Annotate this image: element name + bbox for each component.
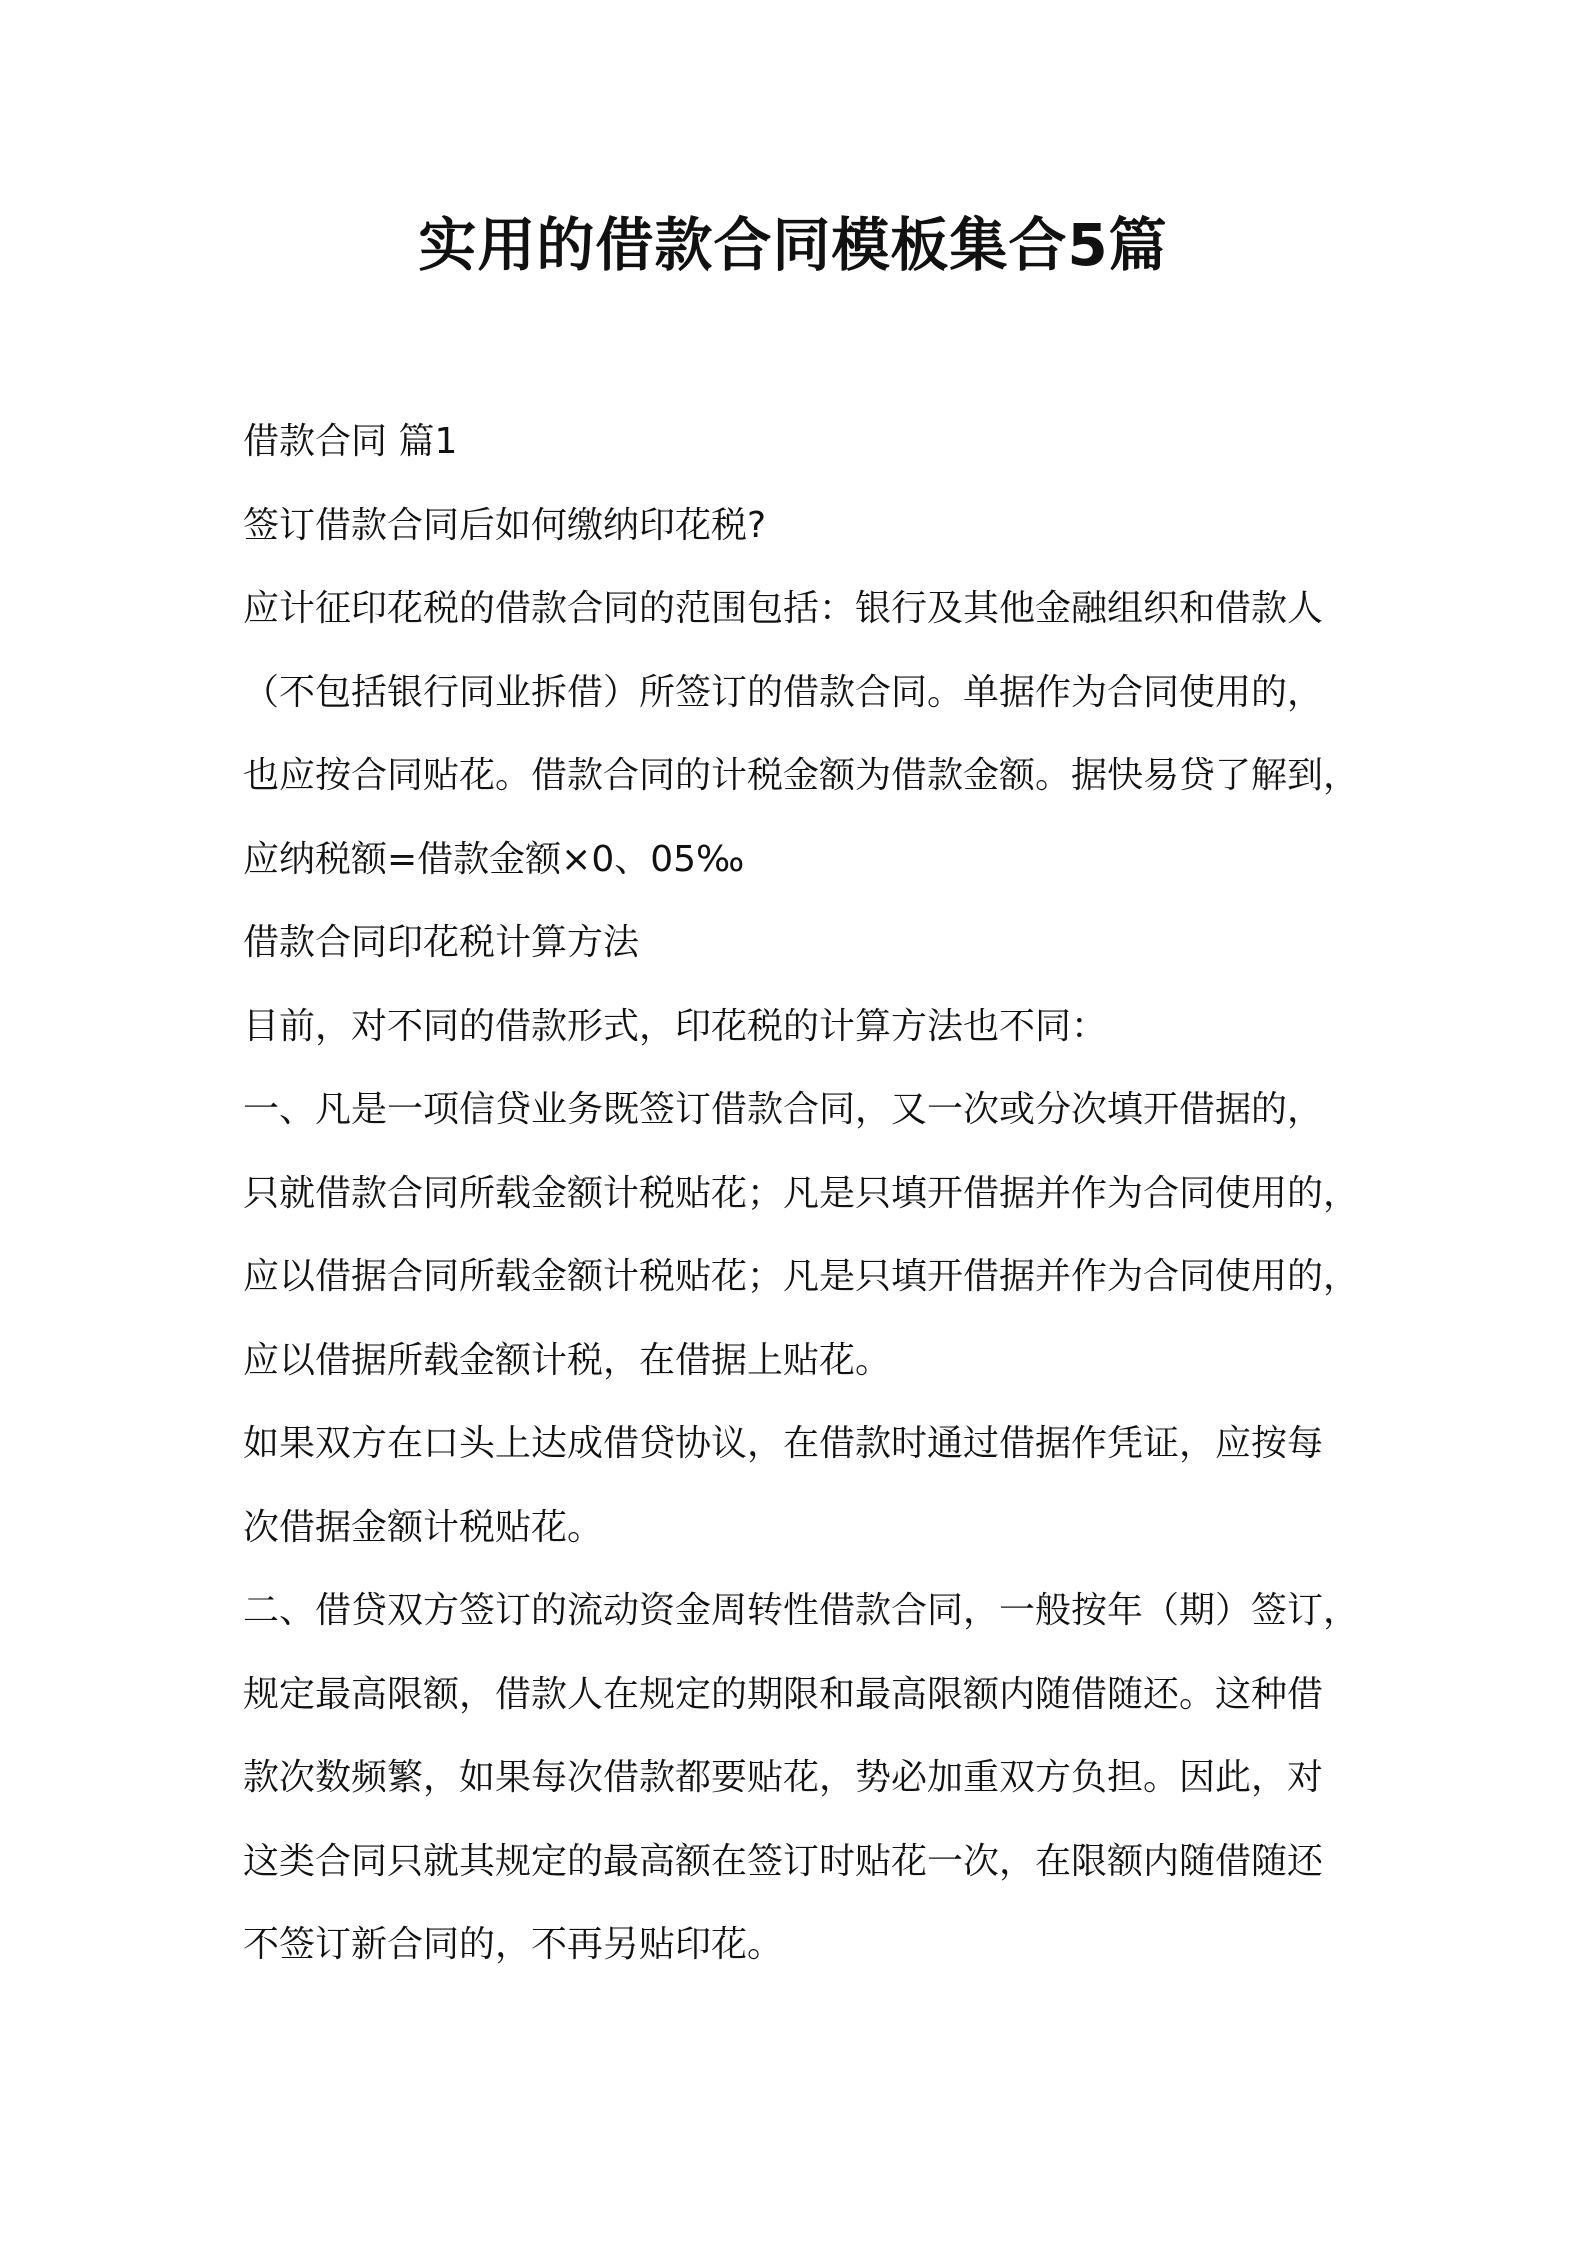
paragraph-line: 一、凡是一项信贷业务既签订借款合同，又一次或分次填开借据的， [243, 1089, 1324, 1130]
paragraph-line: 只就借款合同所载金额计税贴花；凡是只填开借据并作为合同使用的， [243, 1172, 1360, 1214]
paragraph-line: 不签订新合同的，不再另贴印花。 [243, 1924, 784, 1965]
paragraph-line: （不包括银行同业拆借）所签订的借款合同。单据作为合同使用的， [243, 671, 1324, 713]
paragraph-line: 如果双方在口头上达成借贷协议，在借款时通过借据作凭证，应按每 [243, 1423, 1324, 1464]
section-heading: 借款合同 篇1 [243, 421, 458, 462]
paragraph-line: 签订借款合同后如何缴纳印花税? [243, 504, 767, 546]
paragraph-line: 次借据金额计税贴花。 [243, 1506, 604, 1548]
document-body [243, 400, 1383, 1987]
paragraph-line: 也应按合同贴花。借款合同的计税金额为借款金额。据快易贷了解到， [243, 755, 1360, 796]
paragraph-line: 规定最高限额，借款人在规定的期限和最高限额内随借随还。这种借 [243, 1673, 1324, 1715]
paragraph-line: 应计征印花税的借款合同的范围包括：银行及其他金融组织和借款人 [243, 588, 1324, 629]
paragraph-line: 应纳税额=借款金额×0、05‰ [243, 838, 745, 880]
paragraph-line: 应以借据所载金额计税，在借据上贴花。 [243, 1339, 892, 1381]
paragraph-line: 借款合同印花税计算方法 [243, 922, 640, 963]
paragraph-line: 二、借贷双方签订的流动资金周转性借款合同，一般按年（期）签订， [243, 1590, 1360, 1631]
paragraph-line: 款次数频繁，如果每次借款都要贴花，势必加重双方负担。因此，对 [243, 1757, 1324, 1798]
paragraph-line: 目前，对不同的借款形式，印花税的计算方法也不同： [243, 1005, 1108, 1047]
paragraph-line: 应以借据合同所载金额计税贴花；凡是只填开借据并作为合同使用的， [243, 1256, 1360, 1297]
paragraph-line: 这类合同只就其规定的最高额在签订时贴花一次，在限额内随借随还 [243, 1840, 1324, 1882]
document-title: 实用的借款合同模板集合5篇 [418, 211, 1168, 279]
